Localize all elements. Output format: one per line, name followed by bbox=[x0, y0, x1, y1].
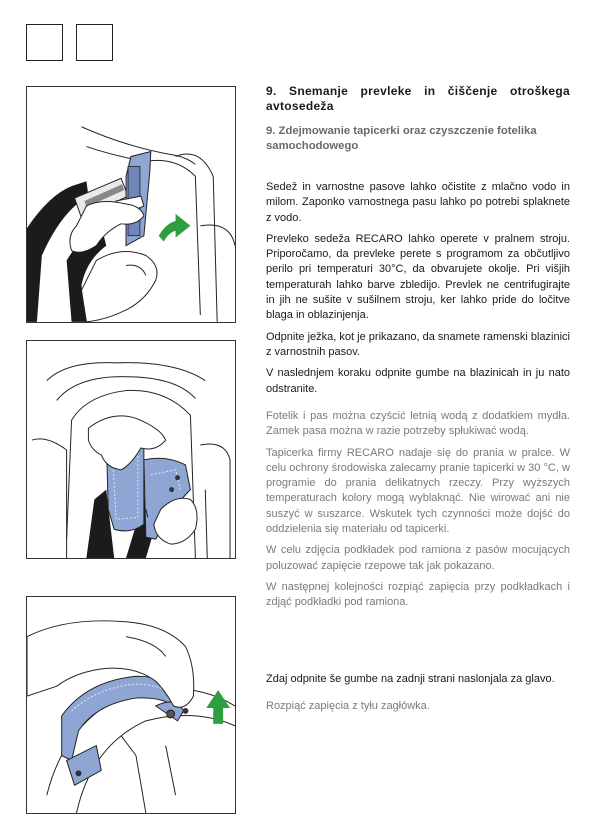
illustration-remove-shoulder-pad bbox=[26, 86, 236, 323]
illustration-unbutton-shoulder-pad bbox=[26, 340, 236, 559]
sl-paragraph-headrest: Zdaj odpnite še gumbe na zadnji strani naslonjala za glavo. bbox=[266, 673, 555, 685]
illustration-unbutton-headrest-back bbox=[26, 596, 236, 814]
illustration-1-svg bbox=[27, 87, 235, 322]
pl-paragraph-headrest: Rozpiąć zapięcia z tyłu zagłówka. bbox=[266, 700, 430, 713]
illustration-3-svg bbox=[27, 597, 235, 813]
corner-box-right bbox=[76, 24, 113, 61]
slovenian-text-block bbox=[266, 180, 570, 397]
pl-paragraph: W następnej kolejności rozpiąć zapięcia przy podkładkach i zdjąć podkładki pod ramiona. bbox=[266, 580, 570, 609]
illustration-2-svg bbox=[27, 341, 235, 558]
pl-paragraph: Tapicerka firmy RECARO nadaje się do prania w pralce. W celu ochrony środowiska zalecamy pranie tapicerki w 30 °C, w programie do prania delikatnych rzeczy. Przy wyższych temperaturach kolory mogą wyblaknąć. Nie wirować ani nie suszyć w suszarce. Wskutek tych czynności może dojść do oddzielenia się materiału od tapicerki. bbox=[266, 446, 570, 536]
corner-box-left bbox=[26, 24, 63, 61]
green-arrow-up-icon bbox=[206, 690, 230, 724]
heading-slovenian: 9. Snemanje prevleke in čiščenje otroškega avtosedeža bbox=[266, 84, 570, 113]
sl-paragraph: V naslednjem koraku odpnite gumbe na blazinicah in ju nato odstranite. bbox=[266, 367, 570, 395]
green-arrow-right-icon bbox=[159, 214, 191, 242]
pl-paragraph: Fotelik i pas można czyścić letnią wodą z dodatkiem mydła. Zamek pasa można w razie potrzeby spłukiwać wodą. bbox=[266, 410, 570, 438]
heading-polish: 9. Zdejmowanie tapicerki oraz czyszczenie fotelika samochodowego bbox=[266, 125, 537, 152]
polish-text-block bbox=[266, 409, 570, 611]
sl-paragraph: Prevleko sedeža RECARO lahko operete v pralnem stroju. Priporočamo, da prevleke perete s programom za občutljivo perilo pri temperaturi 30°C, da obvarujete okolje. Pri višjih temperaturah lahko barve zbledijo. Prevlek ne centrifugirajte in jih ne sušite v sušilnem stroju, ker lahko pride do ločitve blaga in oblazinjenja. bbox=[266, 232, 570, 322]
bottom-text-block bbox=[266, 672, 570, 715]
heading-block bbox=[266, 84, 570, 153]
sl-paragraph: Sedež in varnostne pasove lahko očistite z mlačno vodo in milom. Zaponko varnostnega pasu lahko po potrebi splaknete z vodo. bbox=[266, 181, 570, 224]
sl-paragraph: Odpnite ježka, kot je prikazano, da snamete ramenski blazinici z varnostnih pasov. bbox=[266, 330, 570, 358]
pl-paragraph: W celu zdjęcia podkładek pod ramiona z pasów mocujących poluzować zapięcie rzepowe tak jak pokazano. bbox=[266, 544, 570, 572]
